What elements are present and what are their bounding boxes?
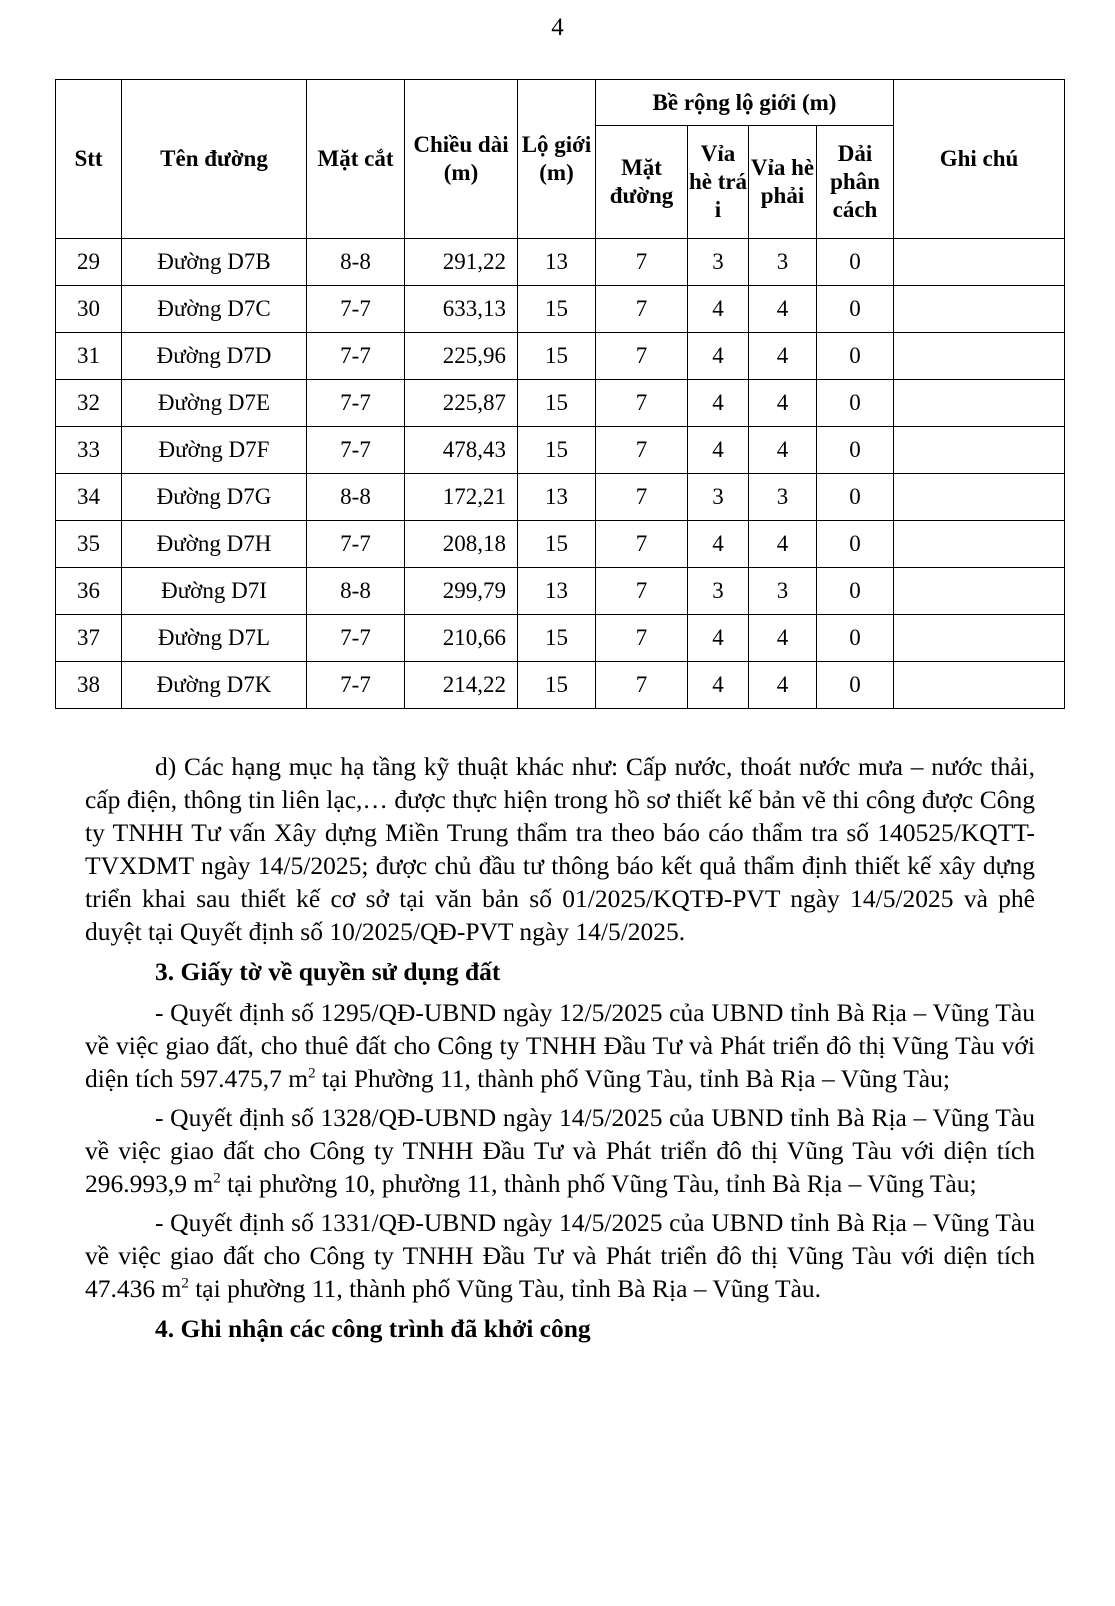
cell-length: 225,87: [405, 380, 518, 427]
cell-road-name: Đường D7G: [122, 474, 307, 521]
header-width-group: Bề rộng lộ giới (m): [596, 80, 894, 126]
cell-median: 0: [817, 333, 894, 380]
cell-left-sidewalk: 4: [688, 662, 749, 709]
cell-right-sidewalk: 4: [749, 615, 817, 662]
cell-median: 0: [817, 662, 894, 709]
cell-length: 291,22: [405, 239, 518, 286]
header-road-surface: Mặt đường: [596, 126, 688, 239]
cell-surface: 7: [596, 333, 688, 380]
cell-note: [894, 239, 1065, 286]
list-item: [85, 996, 1035, 1095]
page-number: 4: [551, 14, 564, 41]
list-item-text: - Quyết định số 1295/QĐ-UBND ngày 12/5/2025 của UBND tỉnh Bà Rịa – Vũng Tàu về việc giao đất, cho thuê đất cho Công ty TNHH Đầu Tư và Phát triển đô thị Vũng Tàu với diện tích 597.475,7 m: [85, 998, 1035, 1093]
cell-stt: 38: [56, 662, 122, 709]
cell-section: 8-8: [307, 239, 405, 286]
cell-stt: 34: [56, 474, 122, 521]
header-stt: Stt: [56, 80, 122, 239]
cell-median: 0: [817, 427, 894, 474]
cell-stt: 35: [56, 521, 122, 568]
area-unit-superscript: 2: [181, 1275, 189, 1292]
cell-stt: 33: [56, 427, 122, 474]
cell-road-name: Đường D7I: [122, 568, 307, 615]
cell-left-sidewalk: 4: [688, 521, 749, 568]
cell-stt: 30: [56, 286, 122, 333]
cell-note: [894, 333, 1065, 380]
area-unit-superscript: 2: [213, 1170, 221, 1187]
cell-right-of-way: 15: [518, 615, 596, 662]
cell-left-sidewalk: 3: [688, 239, 749, 286]
cell-left-sidewalk: 3: [688, 568, 749, 615]
cell-right-sidewalk: 3: [749, 474, 817, 521]
cell-note: [894, 568, 1065, 615]
heading-land-use-documents: 3. Giấy tờ về quyền sử dụng đất: [155, 957, 501, 986]
cell-surface: 7: [596, 286, 688, 333]
header-length: Chiều dài (m): [405, 80, 518, 239]
cell-stt: 32: [56, 380, 122, 427]
cell-right-sidewalk: 4: [749, 286, 817, 333]
cell-right-sidewalk: 4: [749, 427, 817, 474]
cell-stt: 36: [56, 568, 122, 615]
header-road-name: Tên đường: [122, 80, 307, 239]
cell-surface: 7: [596, 568, 688, 615]
cell-road-name: Đường D7L: [122, 615, 307, 662]
table-row: [56, 615, 1065, 662]
cell-length: 299,79: [405, 568, 518, 615]
cell-note: [894, 474, 1065, 521]
cell-surface: 7: [596, 662, 688, 709]
cell-section: 7-7: [307, 521, 405, 568]
cell-right-of-way: 13: [518, 474, 596, 521]
cell-note: [894, 521, 1065, 568]
cell-right-of-way: 15: [518, 333, 596, 380]
cell-right-sidewalk: 4: [749, 380, 817, 427]
header-cross-section: Mặt cắt: [307, 80, 405, 239]
table-row: [56, 662, 1065, 709]
road-table: [55, 79, 1065, 709]
cell-right-sidewalk: 3: [749, 239, 817, 286]
cell-road-name: Đường D7F: [122, 427, 307, 474]
cell-length: 210,66: [405, 615, 518, 662]
cell-left-sidewalk: 4: [688, 615, 749, 662]
table-row: [56, 521, 1065, 568]
list-item-text-end: tại phường 10, phường 11, thành phố Vũng Tàu, tỉnh Bà Rịa – Vũng Tàu;: [220, 1169, 977, 1198]
cell-right-sidewalk: 4: [749, 662, 817, 709]
cell-stt: 31: [56, 333, 122, 380]
header-median: Dải phân cách: [817, 126, 894, 239]
paragraph-section-d: d) Các hạng mục hạ tầng kỹ thuật khác như: Cấp nước, thoát nước mưa – nước thải, cấp điện, thông tin liên lạc,… được thực hiện trong hồ sơ thiết kế bản vẽ thi công được Công ty TNHH Tư vấn Xây dựng Miền Trung thẩm tra theo báo cáo thẩm tra số 140525/KQTT-TVXDMT ngày 14/5/2025; được chủ đầu tư thông báo kết quả thẩm định thiết kế xây dựng triển khai sau thiết kế cơ sở tại văn bản số 01/2025/KQTĐ-PVT ngày 14/5/2025 và phê duyệt tại Quyết định số 10/2025/QĐ-PVT ngày 14/5/2025.: [85, 752, 1035, 946]
cell-length: 633,13: [405, 286, 518, 333]
cell-surface: 7: [596, 239, 688, 286]
cell-note: [894, 615, 1065, 662]
cell-section: 8-8: [307, 568, 405, 615]
cell-right-of-way: 15: [518, 286, 596, 333]
cell-median: 0: [817, 521, 894, 568]
cell-stt: 37: [56, 615, 122, 662]
list-item: [85, 1101, 1035, 1200]
cell-note: [894, 286, 1065, 333]
table-row: [56, 474, 1065, 521]
cell-median: 0: [817, 286, 894, 333]
cell-note: [894, 427, 1065, 474]
cell-stt: 29: [56, 239, 122, 286]
cell-length: 478,43: [405, 427, 518, 474]
cell-road-name: Đường D7K: [122, 662, 307, 709]
cell-surface: 7: [596, 380, 688, 427]
header-left-sidewalk: Vỉa hè trá i: [688, 126, 749, 239]
table-row: [56, 427, 1065, 474]
list-item: [85, 1206, 1035, 1305]
cell-left-sidewalk: 4: [688, 333, 749, 380]
list-item-text: - Quyết định số 1328/QĐ-UBND ngày 14/5/2025 của UBND tỉnh Bà Rịa – Vũng Tàu về việc giao đất cho Công ty TNHH Đầu Tư và Phát triển đô thị Vũng Tàu với diện tích 296.993,9 m: [85, 1103, 1035, 1198]
cell-left-sidewalk: 4: [688, 286, 749, 333]
list-item-text: - Quyết định số 1331/QĐ-UBND ngày 14/5/2025 của UBND tỉnh Bà Rịa – Vũng Tàu về việc giao đất cho Công ty TNHH Đầu Tư và Phát triển đô thị Vũng Tàu với diện tích 47.436 m: [85, 1208, 1035, 1303]
cell-surface: 7: [596, 521, 688, 568]
table-row: [56, 286, 1065, 333]
cell-right-of-way: 13: [518, 568, 596, 615]
cell-left-sidewalk: 4: [688, 427, 749, 474]
cell-surface: 7: [596, 615, 688, 662]
cell-road-name: Đường D7E: [122, 380, 307, 427]
cell-length: 214,22: [405, 662, 518, 709]
header-right-sidewalk: Vỉa hè phải: [749, 126, 817, 239]
header-right-of-way: Lộ giới (m): [518, 80, 596, 239]
cell-length: 225,96: [405, 333, 518, 380]
list-item-text-end: tại Phường 11, thành phố Vũng Tàu, tỉnh Bà Rịa – Vũng Tàu;: [315, 1064, 950, 1093]
cell-section: 7-7: [307, 286, 405, 333]
cell-section: 7-7: [307, 662, 405, 709]
header-note: Ghi chú: [894, 80, 1065, 239]
cell-section: 8-8: [307, 474, 405, 521]
cell-right-sidewalk: 3: [749, 568, 817, 615]
cell-median: 0: [817, 239, 894, 286]
cell-road-name: Đường D7C: [122, 286, 307, 333]
cell-surface: 7: [596, 427, 688, 474]
cell-road-name: Đường D7B: [122, 239, 307, 286]
cell-road-name: Đường D7H: [122, 521, 307, 568]
cell-note: [894, 380, 1065, 427]
cell-surface: 7: [596, 474, 688, 521]
cell-left-sidewalk: 4: [688, 380, 749, 427]
area-unit-superscript: 2: [308, 1065, 316, 1082]
cell-right-of-way: 15: [518, 427, 596, 474]
table-row: [56, 239, 1065, 286]
cell-length: 208,18: [405, 521, 518, 568]
heading-started-works: 4. Ghi nhận các công trình đã khởi công: [155, 1314, 591, 1343]
table-row: [56, 380, 1065, 427]
cell-road-name: Đường D7D: [122, 333, 307, 380]
cell-right-sidewalk: 4: [749, 333, 817, 380]
cell-left-sidewalk: 3: [688, 474, 749, 521]
cell-median: 0: [817, 380, 894, 427]
cell-right-of-way: 15: [518, 380, 596, 427]
cell-right-sidewalk: 4: [749, 521, 817, 568]
document-body: [85, 750, 1035, 1347]
cell-median: 0: [817, 615, 894, 662]
cell-section: 7-7: [307, 333, 405, 380]
cell-length: 172,21: [405, 474, 518, 521]
cell-median: 0: [817, 474, 894, 521]
table-row: [56, 333, 1065, 380]
cell-right-of-way: 15: [518, 521, 596, 568]
cell-section: 7-7: [307, 427, 405, 474]
cell-section: 7-7: [307, 615, 405, 662]
cell-note: [894, 662, 1065, 709]
list-item-text-end: tại phường 11, thành phố Vũng Tàu, tỉnh Bà Rịa – Vũng Tàu.: [188, 1274, 822, 1303]
cell-right-of-way: 15: [518, 662, 596, 709]
cell-right-of-way: 13: [518, 239, 596, 286]
cell-section: 7-7: [307, 380, 405, 427]
table-row: [56, 568, 1065, 615]
cell-median: 0: [817, 568, 894, 615]
